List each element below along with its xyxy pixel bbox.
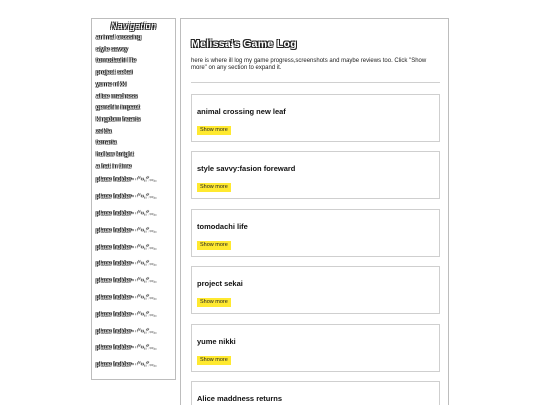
nav-link-placeholder[interactable]: place holder- ·ᐟ⋆.ᐟ𓂃	[96, 277, 157, 285]
nav-link-placeholder[interactable]: place holder- ·ᐟ⋆.ᐟ𓂃	[96, 193, 157, 201]
nav-link-placeholder[interactable]: place holder- ·ᐟ⋆.ᐟ𓂃	[96, 226, 157, 234]
nav-link-a-hat-in-time[interactable]: a hat in time	[96, 162, 132, 170]
section-card	[191, 94, 440, 142]
nav-link-placeholder[interactable]: place holder- ·ᐟ⋆.ᐟ𓂃	[96, 176, 157, 184]
section-card	[191, 324, 440, 372]
nav-link-placeholder[interactable]: place holder- ·ᐟ⋆.ᐟ𓂃	[96, 361, 157, 369]
nav-link-tomodachi-life[interactable]: tomodachi life	[96, 57, 137, 65]
nav-link-placeholder[interactable]: place holder- ·ᐟ⋆.ᐟ𓂃	[96, 344, 157, 352]
show-more-button[interactable]: Show more	[197, 298, 231, 307]
page-title: Melissa's Game Log	[191, 38, 297, 50]
section-title: style savvy:fasion foreward	[197, 164, 296, 173]
section-title: tomodachi life	[197, 222, 248, 231]
section-card	[191, 266, 440, 314]
nav-link-placeholder[interactable]: place holder- ·ᐟ⋆.ᐟ𓂃	[96, 294, 157, 302]
nav-link-alice-madness[interactable]: alice madness	[96, 92, 138, 100]
show-more-button[interactable]: Show more	[197, 356, 231, 365]
section-card	[191, 151, 440, 199]
section-card	[191, 381, 440, 405]
sidebar-navigation	[91, 18, 176, 380]
nav-link-placeholder[interactable]: place holder- ·ᐟ⋆.ᐟ𓂃	[96, 243, 157, 251]
section-title: yume nikki	[197, 337, 236, 346]
nav-link-kingdom-hearts[interactable]: kingdom hearts	[96, 115, 141, 123]
nav-link-zelda[interactable]: zelda	[96, 127, 112, 135]
section-card	[191, 209, 440, 257]
nav-link-placeholder[interactable]: place holder- ·ᐟ⋆.ᐟ𓂃	[96, 310, 157, 318]
nav-link-placeholder[interactable]: place holder- ·ᐟ⋆.ᐟ𓂃	[96, 327, 157, 335]
nav-link-animal-crossing[interactable]: animal crossing	[96, 34, 142, 41]
nav-link-genshin-impact[interactable]: genshin impact	[96, 104, 140, 112]
nav-link-yume-nikki[interactable]: yume nikki	[96, 80, 127, 88]
section-title: animal crossing new leaf	[197, 107, 286, 116]
section-title: project sekai	[197, 279, 243, 288]
intro-text: here is where ill log my game progress,screenshots and maybe reviews too. Click "Show more" on any section to expand it.	[191, 58, 427, 71]
nav-link-project-sekai[interactable]: project sekai	[96, 69, 133, 77]
nav-link-style-savvy[interactable]: style savvy	[96, 45, 128, 53]
show-more-button[interactable]: Show more	[197, 183, 231, 192]
show-more-button[interactable]: Show more	[197, 126, 231, 135]
nav-link-hollow-knight[interactable]: hollow knight	[96, 151, 134, 159]
divider	[191, 82, 440, 83]
nav-link-placeholder[interactable]: place holder- ·ᐟ⋆.ᐟ𓂃	[96, 260, 157, 268]
nav-link-placeholder[interactable]: place holder- ·ᐟ⋆.ᐟ𓂃	[96, 210, 157, 218]
show-more-button[interactable]: Show more	[197, 241, 231, 250]
nav-link-terraria[interactable]: terraria	[96, 139, 117, 147]
section-title: Alice maddness returns	[197, 394, 283, 403]
main-content	[180, 18, 449, 405]
sidebar-title: Navigation	[110, 21, 157, 31]
